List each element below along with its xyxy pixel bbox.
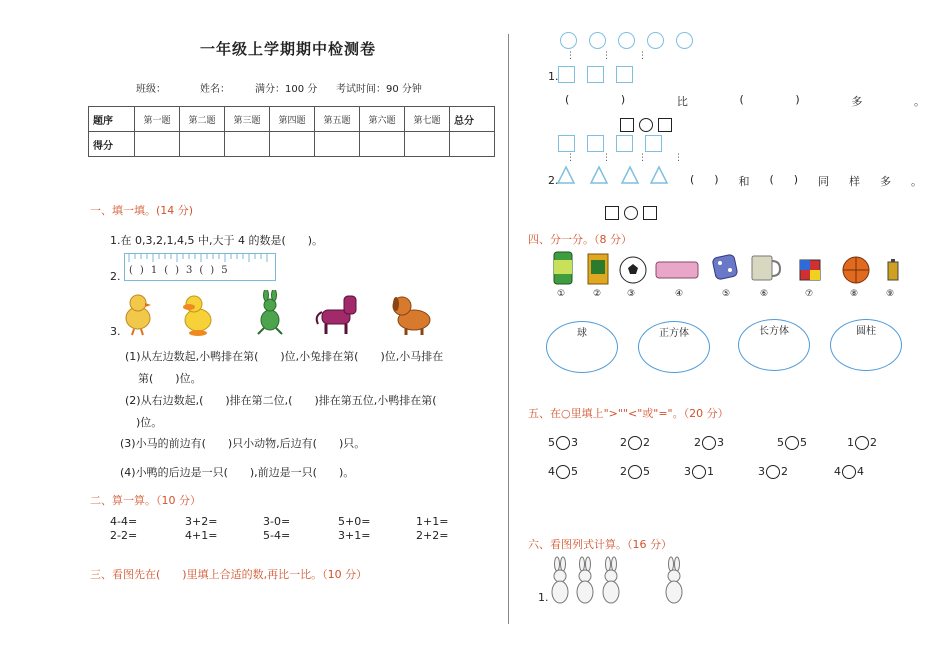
circle-icon: [676, 32, 693, 49]
score-cell[interactable]: [180, 132, 225, 157]
compare-circle[interactable]: [855, 436, 869, 450]
num: 2: [870, 436, 877, 449]
triangle-icon: [622, 167, 638, 183]
calc-item: 2-2=: [110, 529, 138, 542]
compare-item: [834, 465, 864, 479]
ruler-mark: ): [175, 265, 179, 276]
page-title: 一年级上学期期中检测卷: [200, 40, 377, 58]
paren: ): [620, 93, 626, 106]
compare-item: [847, 436, 877, 450]
s3-q2-number: 2.: [548, 174, 559, 187]
compare-circle[interactable]: [628, 465, 642, 479]
box-icon: [588, 254, 608, 284]
battery-icon: [888, 259, 898, 280]
num: 5: [548, 436, 555, 449]
compare-circle[interactable]: [556, 436, 570, 450]
score-cell[interactable]: [360, 132, 405, 157]
score-table: [88, 106, 495, 157]
item-number: ⑥: [760, 289, 769, 299]
compare-item: [548, 465, 578, 479]
s6-q1-number: 1.: [538, 591, 549, 604]
score-label: 满分：100 分: [255, 84, 318, 95]
compare-circle[interactable]: [556, 465, 570, 479]
circle-icon: [589, 32, 606, 49]
time-label: 考试时间：90 分钟: [336, 84, 422, 95]
paren: ): [795, 93, 800, 106]
item-number: ⑤: [722, 289, 731, 299]
calc-item: 5-4=: [263, 529, 291, 542]
square-icon: [587, 66, 604, 83]
q3-number: 3.: [110, 325, 121, 338]
rabbit-group: [546, 556, 696, 606]
category-cuboid[interactable]: 长方体: [738, 319, 810, 371]
category-ball[interactable]: 球: [546, 321, 618, 373]
word: 多: [851, 95, 863, 108]
calc-item: 2+2=: [416, 529, 449, 542]
ruler-mark: ): [210, 265, 215, 276]
rabbit-icon: [552, 557, 568, 603]
circle-row: [560, 32, 693, 49]
triangle-row: [557, 165, 669, 185]
num: 3: [717, 436, 724, 449]
dots-row: ⋮⋮⋮⋮: [566, 153, 710, 163]
word: 和: [738, 175, 750, 188]
compare-circle[interactable]: [702, 436, 716, 450]
item-number: ⑧: [850, 289, 859, 299]
num: 5: [777, 436, 784, 449]
compare-circle[interactable]: [692, 465, 706, 479]
basketball-icon: [843, 257, 869, 283]
category-cube[interactable]: 正方体: [638, 321, 710, 373]
ruler-mark: (: [129, 265, 133, 276]
square-icon: [616, 66, 633, 83]
score-col: 第五题: [315, 107, 360, 132]
section-1-title: 一、填一填。(14 分): [90, 204, 194, 217]
score-col: 第七题: [405, 107, 450, 132]
calc-item: 4+1=: [185, 529, 218, 542]
compare-circle[interactable]: [842, 465, 856, 479]
triangle-icon: [651, 167, 667, 183]
score-cell[interactable]: [135, 132, 180, 157]
pencil-case-icon: [656, 262, 698, 278]
word: 同: [818, 175, 830, 188]
num: 3: [758, 465, 765, 478]
rubiks-cube-icon: [800, 260, 820, 280]
word: 样: [849, 175, 860, 188]
section-5-title: 五、在○里填上">""<"或"="。（20 分）: [528, 407, 729, 420]
paren: (: [739, 93, 744, 106]
ruler-mark: ): [139, 265, 144, 276]
compare-item: [684, 465, 714, 479]
paren: ): [714, 173, 719, 186]
score-col: 第一题: [135, 107, 180, 132]
square-icon: [587, 135, 604, 152]
compare-item: [758, 465, 788, 479]
item-number: ①: [557, 289, 566, 299]
num: 2: [694, 436, 701, 449]
category-cylinder[interactable]: 圆柱: [830, 319, 902, 371]
score-total-head: 总分: [450, 107, 495, 132]
q3-1-line1: (1)从左边数起,小鸭排在第( )位,小兔排在第( )位,小马排在: [125, 350, 444, 363]
item-number: ⑦: [805, 289, 814, 299]
rabbit-icon: [666, 557, 682, 603]
compare-circle[interactable]: [785, 436, 799, 450]
compare-item: [694, 436, 724, 450]
num: 1: [707, 465, 714, 478]
item-number: ③: [627, 289, 636, 299]
num: 4: [548, 465, 555, 478]
triangle-icon: [591, 167, 607, 183]
chick-icon: [126, 295, 151, 335]
score-col: 第三题: [225, 107, 270, 132]
circle-icon: [560, 32, 577, 49]
num: 1: [847, 436, 854, 449]
can-icon: [554, 252, 572, 284]
square-icon: [558, 135, 575, 152]
soccer-ball-icon: [620, 257, 646, 283]
ruler-mark: (: [199, 265, 204, 276]
score-cell[interactable]: [315, 132, 360, 157]
compare-item: [620, 436, 650, 450]
section-6-title: 六、看图列式计算。（16 分）: [528, 538, 672, 551]
score-cell[interactable]: [450, 132, 495, 157]
score-col: 第四题: [270, 107, 315, 132]
calc-item: 3-0=: [263, 515, 291, 528]
num: 3: [684, 465, 691, 478]
score-cell[interactable]: [225, 132, 270, 157]
word: 多: [879, 175, 891, 188]
ruler-mark: 5: [221, 265, 228, 276]
calc-item: 5+0=: [338, 515, 371, 528]
s3-q1-answer: [565, 93, 925, 109]
dice-icon: [712, 254, 738, 280]
num: 5: [643, 465, 650, 478]
ruler: [124, 253, 276, 281]
s3-q1-number: 1.: [548, 70, 559, 83]
circle-icon: [647, 32, 664, 49]
ruler-mark: 1: [150, 265, 158, 276]
paren: (: [690, 173, 695, 186]
calc-item: 3+1=: [338, 529, 371, 542]
period: 。: [913, 95, 925, 108]
class-label: 班级：: [136, 84, 166, 95]
score-row-head: 得分: [89, 132, 135, 157]
num: 4: [834, 465, 841, 478]
num: 5: [571, 465, 578, 478]
paren: ): [793, 173, 799, 186]
score-cell[interactable]: [270, 132, 315, 157]
compare-boxes-1[interactable]: [620, 114, 672, 133]
compare-item: [548, 436, 578, 450]
num: 2: [620, 465, 627, 478]
q3-4: (4)小鸭的后边是一只( ),前边是一只( )。: [120, 466, 355, 479]
objects-row: [548, 250, 908, 288]
section-2-title: 二、算一算。（10 分）: [90, 494, 201, 507]
item-number: ④: [675, 289, 684, 299]
word: 比: [676, 95, 688, 108]
item-number: ②: [593, 289, 602, 299]
num: 2: [643, 436, 650, 449]
score-table-head: 题序: [89, 107, 135, 132]
square-icon: [616, 135, 633, 152]
score-cell[interactable]: [405, 132, 450, 157]
section-4-title: 四、分一分。（8 分）: [528, 233, 632, 246]
dog-icon: [393, 297, 430, 335]
section-3-title: 三、看图先在( )里填上合适的数,再比一比。（10 分）: [90, 568, 368, 581]
paren: (: [769, 173, 774, 186]
num: 5: [800, 436, 807, 449]
period: 。: [910, 175, 922, 188]
dots-row: ⋮⋮⋮: [566, 51, 674, 61]
compare-boxes-2[interactable]: [605, 202, 657, 221]
square-icon: [645, 135, 662, 152]
calc-item: 3+2=: [185, 515, 218, 528]
compare-item: [620, 465, 650, 479]
num: 2: [781, 465, 788, 478]
s3-q2-answer: [690, 173, 922, 189]
circle-icon: [618, 32, 635, 49]
horse-icon: [317, 296, 356, 334]
paren: (: [565, 93, 570, 106]
num: 3: [571, 436, 578, 449]
rabbit-icon: [603, 557, 619, 603]
ruler-mark: (: [164, 265, 169, 276]
num: 2: [620, 436, 627, 449]
calc-item: 4-4=: [110, 515, 138, 528]
compare-item: [777, 436, 807, 450]
calc-item: 1+1=: [416, 515, 449, 528]
item-number: ⑨: [886, 289, 895, 299]
rabbit-icon: [577, 557, 593, 603]
num: 4: [857, 465, 864, 478]
score-col: 第六题: [360, 107, 405, 132]
name-label: 姓名：: [200, 84, 230, 95]
triangle-icon: [558, 167, 574, 183]
q3-3: (3)小马的前边有( )只小动物,后边有( )只。: [120, 437, 366, 450]
ruler-mark: 3: [186, 265, 193, 276]
rabbit-icon: [258, 290, 282, 334]
square-icon: [558, 66, 575, 83]
square-row-2: [558, 135, 662, 152]
animal-row: [118, 290, 448, 338]
column-divider: [508, 34, 509, 624]
q3-1-line2: 第( )位。: [138, 372, 202, 385]
compare-circle[interactable]: [766, 465, 780, 479]
duck-icon: [183, 296, 211, 336]
square-row: [558, 66, 633, 83]
q1-text: 1.在 0,3,2,1,4,5 中,大于 4 的数是( )。: [110, 234, 324, 247]
q3-2-line1: (2)从右边数起,( )排在第二位,( )排在第五位,小鸭排在第(: [125, 394, 437, 407]
q2-number: 2.: [110, 270, 121, 283]
score-col: 第二题: [180, 107, 225, 132]
compare-circle[interactable]: [628, 436, 642, 450]
mug-icon: [752, 256, 780, 280]
q3-2-line2: )位。: [136, 416, 163, 429]
